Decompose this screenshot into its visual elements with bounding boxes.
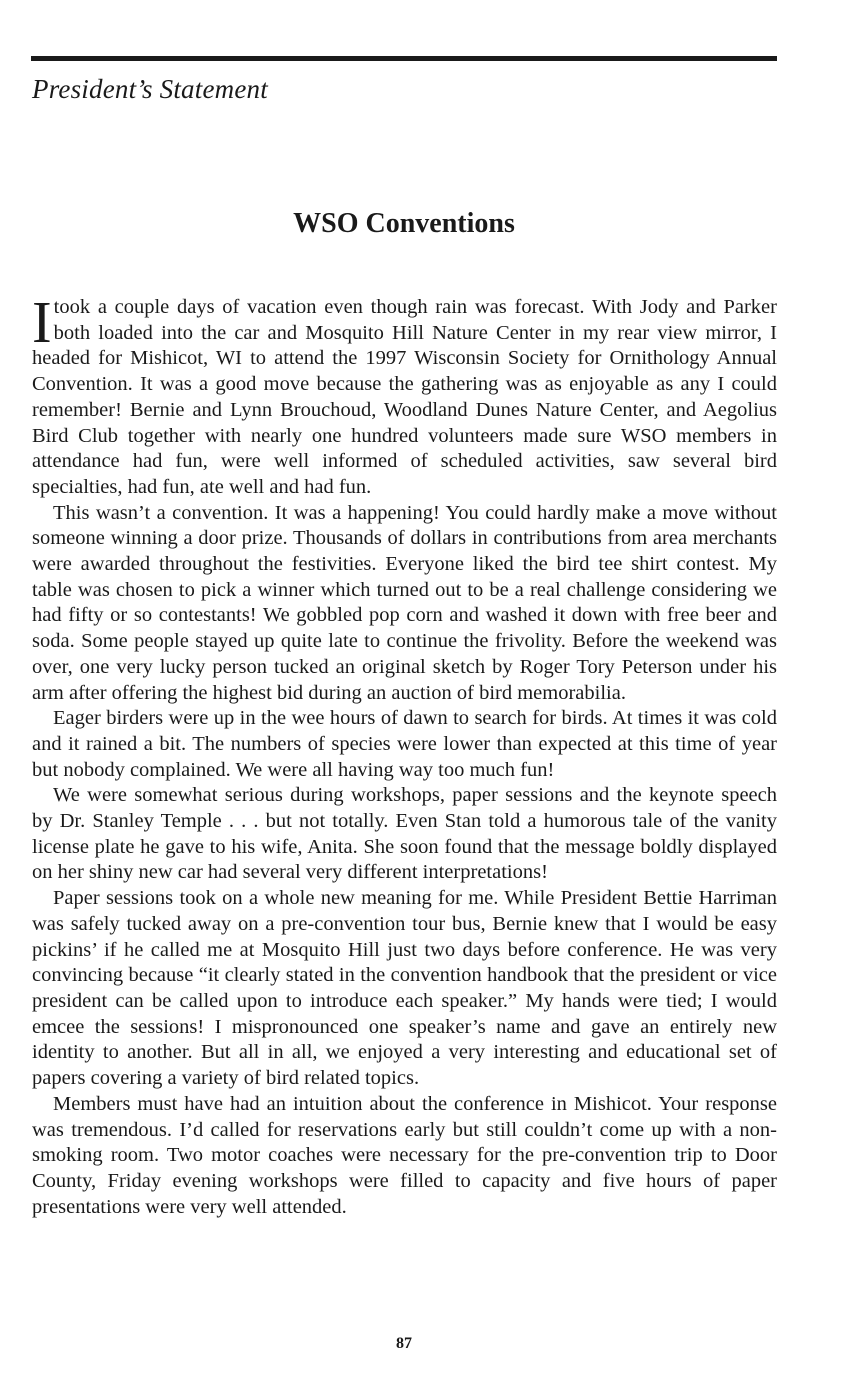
paragraph-3: Eager birders were up in the wee hours of dawn to search for birds. At times it was cold and it rained a bit. The numbers of species were lower than expected at this time of year but nobody complained. We were all having way too much fun!: [32, 707, 777, 781]
paragraph-2: This wasn’t a convention. It was a happening! You could hardly make a move without someone winning a door prize. Thousands of dollars in contributions from area merchants were awarded throughout the festivities. Everyone liked the bird tee shirt contest. My table was chosen to pick a winner which turned out to be a real challenge considering we had fifty or so contestants! We gobbled pop corn and washed it down with free beer and soda. Some people stayed up quite late to continue the frivolity. Before the weekend was over, one very lucky person tucked an original sketch by Roger Tory Peterson under his arm after offering the highest bid during an auction of bird memorabilia.: [32, 501, 777, 704]
paragraph-5: Paper sessions took on a whole new meaning for me. While President Bettie Harriman was safely tucked away on a pre-convention tour bus, Bernie knew that I would be easy pickins’ if he called me at Mosquito Hill just two days before conference. He was very convincing because “it clearly stated in the convention handbook that the president or vice president can be called upon to introduce each speaker.” My hands were tied; I would emcee the sessions! I mispronounced one speaker’s name and gave an entirely new identity to another. But all in all, we enjoyed a very interesting and educational set of papers covering a variety of bird related topics.: [32, 887, 777, 1090]
paragraph-6: Members must have had an intuition about the conference in Mishicot. Your response was tremendous. I’d called for reservations early but still couldn’t come up with a non-smoking room. Two motor coaches were necessary for the pre-convention trip to Door County, Friday evening workshops were filled to capacity and five hours of paper presentations were very well attended.: [32, 1092, 777, 1218]
article-body: [32, 289, 777, 1220]
section-label: President’s Statement: [32, 74, 268, 104]
paragraph-1: [32, 289, 777, 501]
drop-cap: I: [32, 289, 52, 355]
paragraph-1-text: took a couple days of vacation even though rain was forecast. With Jody and Parker both loaded into the car and Mosquito Hill Nature Center in my rear view mirror, I headed for Mishicot, WI to attend the 1997 Wisconsin Society for Ornithology Annual Convention. It was a good move because the gathering was as enjoyable as any I could remember! Bernie and Lynn Brouchoud, Woodland Dunes Nature Center, and Aegolius Bird Club together with nearly one hundred volunteers made sure WSO members in attendance had fun, were well informed of scheduled activities, saw several bird specialties, had fun, ate well and had fun.: [32, 296, 777, 498]
page-number: 87: [396, 1335, 412, 1352]
paragraph-4: We were somewhat serious during workshops, paper sessions and the keynote speech by Dr. Stanley Temple . . . but not totally. Even Stan told a humorous tale of the vanity license plate he gave to his wife, Anita. She soon found that the message boldly displayed on her shiny new car had several very different interpretations!: [32, 784, 777, 884]
article-title: WSO Conventions: [293, 208, 515, 239]
header-rule: [31, 56, 777, 61]
